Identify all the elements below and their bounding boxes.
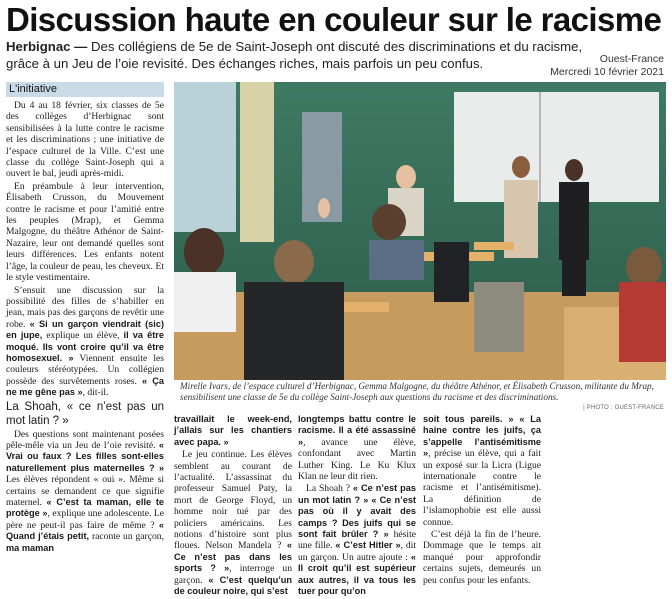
col4-paragraph-2: C’est déjà la fin de l’heure. Dommage que le temps ait manqué pour approfondir certains sujets, demeurés un peu confus pour les enfants.	[423, 529, 541, 586]
col1-paragraph-3	[6, 285, 164, 399]
subhead: La Shoah, « ce n’est pas un mot latin ? »	[6, 400, 164, 427]
quote: « Si un garçon viendrait (sic) en jupe,	[6, 318, 165, 341]
text: , avance une élève, confondant avec Martin Luther King. Le Ku Klux Klan ne leur dit rien.	[298, 436, 416, 483]
photo-credit: | PHOTO : OUEST-FRANCE	[583, 405, 664, 411]
article-meta	[550, 53, 664, 79]
quote: « C’est ta maman, elle te protège »	[6, 497, 164, 519]
col3-paragraph-2	[298, 483, 416, 597]
text: explique un élève,	[42, 330, 124, 342]
quote: « Ce n’est pas dans les sports ? »	[174, 540, 292, 574]
photo-caption: Mirelle Ivars, de l’espace culturel d’Herbignac, Gemma Malgogne, du théâtre Athénor, et Élisabeth Crusson, militante du Mrap, sensibilisent une classe de 5e du collège Saint-Joseph aux questions du racisme et des discriminations.	[180, 381, 654, 402]
text: , interroge un garçon.	[174, 563, 293, 586]
headline: Discussion haute en couleur sur le racisme	[6, 1, 662, 38]
lede-text: Des collégiens de 5e de Saint-Joseph ont discuté des discriminations et du racisme, grâce à un Jeu de l’oie revisité. Des échanges riches, mais parfois un peu confus.	[6, 39, 583, 71]
column-1	[6, 100, 164, 555]
quote: « Ce n’est pas un mot latin ? »	[298, 483, 416, 505]
text: Des questions sont maintenant posées pêle-mêle via un Jeu de l’oie revisité.	[6, 428, 164, 451]
column-2	[174, 414, 292, 599]
col1-paragraph-1: Du 4 au 18 février, six classes de 5e des collèges d’Herbignac sont sensibilisées à la lutte contre le racisme et les discriminations ; une initiative de l’espace culturel de la Ville. C’est une classe du collège Saint-Joseph qui a ouvert le bal, jeudi après-midi.	[6, 100, 164, 180]
quote: « C’est quelqu’un de couleur noire, qui s’est	[174, 574, 292, 597]
text: hésite une fille.	[298, 529, 416, 552]
classroom-photo	[174, 82, 666, 380]
text: , dit un garçon. Un autre ajoute :	[298, 540, 417, 563]
quote: « Vrai ou faux ? Les filles sont-elles naturellement plus maternelles ? »	[6, 439, 164, 473]
column-4	[423, 414, 541, 587]
quote: travaillait le week-end, j’allais sur les chantiers avec papa. »	[174, 414, 292, 447]
classroom-photo-illustration	[174, 82, 666, 380]
quote: « Quand j’étais petit,	[6, 519, 164, 542]
text: , dit-il.	[82, 387, 109, 399]
quote: longtemps battu contre le racisme. Il a été assassiné »	[298, 414, 416, 447]
quote: «	[513, 414, 531, 424]
lede	[6, 38, 606, 72]
col3-paragraph-1	[298, 414, 416, 482]
text: , précise un élève, qui a fait un exposé sur la Licra (Ligue internationale contre le racisme et l’antisémitisme). La définition de l’islamophobie est elle aussi connue.	[423, 448, 541, 528]
quote: « Ça ne me gêne pas »	[6, 375, 164, 398]
col2-paragraph-2	[174, 449, 292, 597]
column-3	[298, 414, 416, 599]
quote: « Il croit qu’il est supérieur aux autres, il va tous les tuer pour qu’on	[298, 551, 416, 597]
col1-paragraph-4	[6, 429, 164, 554]
lede-place: Herbignac —	[6, 39, 88, 54]
text: Viennent ensuite les couleurs stéréotypées. Un collégien possède des survêtements roses.	[6, 352, 164, 387]
text: S’ensuit une discussion sur la possibilité des filles de s’habiller en jean, mais pas des garçons de revêtir une robe.	[6, 284, 164, 330]
text: Les élèves répondent « oui ». Même si certains se demandent ce que signifie maternel.	[6, 474, 164, 508]
text: raconte un garçon,	[89, 531, 164, 543]
quote: il va être moqué. Ils vont croire qu’il va être homosexuel. »	[6, 330, 164, 363]
quote: « C’est Hitler »	[335, 540, 401, 551]
source-label: Ouest-France	[599, 53, 664, 65]
col4-paragraph-1	[423, 414, 541, 528]
quote: ma maman	[6, 542, 55, 553]
text: , explique une adolescente. Le père ne peut-il pas faire de même ?	[6, 508, 164, 531]
text: La Shoah ?	[306, 483, 353, 495]
text: Le jeu continue. Les élèves semblent au courant de l’actualité. L’assassinat du professeur Samuel Paty, la mort de George Floyd, un homme noir tué par des policiers américains. Les notions d’histoire sont plus floues. Nelson Mandela ?	[174, 449, 292, 552]
date-label: Mercredi 10 février 2021	[550, 66, 664, 78]
quote: La haine contre les juifs, ça s’appelle l’antisémitisme »	[423, 414, 541, 459]
col2-paragraph-1	[174, 414, 292, 448]
kicker: L'initiative	[6, 82, 164, 97]
quote: soit tous pareils. »	[423, 414, 514, 424]
col1-paragraph-2: En préambule à leur intervention, Élisabeth Crusson, du Mouvement contre le racisme et pour l’amitié entre les peuples (Mrap), et Gemma Malgogne, du théâtre Athénor de Saint-Nazaire, leur ont demandé quelles sont leurs différences. Les enfants notent l’âge, la couleur de peau, les cheveux. Et le style vestimentaire.	[6, 180, 164, 284]
quote: « Ce n’est pas où il y avait des camps ? Des juifs qui se sont fait brûler ? »	[298, 494, 416, 540]
